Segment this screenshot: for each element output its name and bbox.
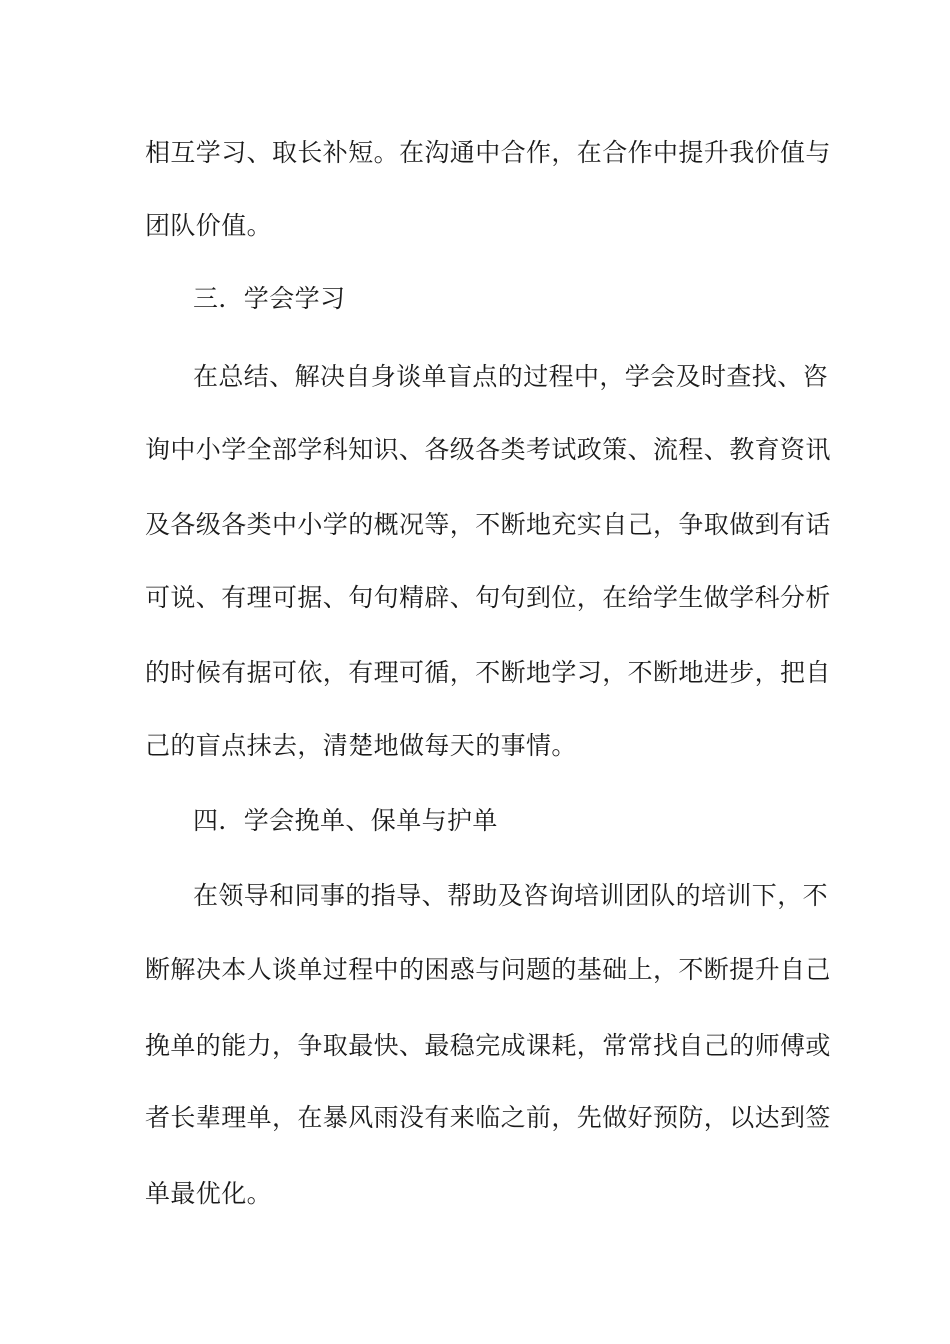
paragraph-line: 询中小学全部学科知识、各级各类考试政策、流程、教育资讯 [145,435,831,464]
paragraph-line: 己的盲点抹去，清楚地做每天的事情。 [145,731,577,760]
paragraph-line: 团队价值。 [145,211,273,240]
paragraph-line: 挽单的能力，争取最快、最稳完成课耗，常常找自己的师傅或 [145,1031,831,1060]
section-heading: 三．学会学习 [193,284,346,313]
paragraph-line: 者长辈理单，在暴风雨没有来临之前，先做好预防，以达到签 [145,1103,831,1132]
paragraph-line: 在领导和同事的指导、帮助及咨询培训团队的培训下，不 [193,881,829,910]
paragraph-line: 相互学习、取长补短。在沟通中合作，在合作中提升我价值与 [145,138,831,167]
paragraph-line: 断解决本人谈单过程中的困惑与问题的基础上，不断提升自己 [145,955,831,984]
paragraph-line: 可说、有理可据、句句精辟、句句到位，在给学生做学科分析 [145,583,831,612]
section-heading: 四．学会挽单、保单与护单 [193,806,498,835]
paragraph-line: 及各级各类中小学的概况等，不断地充实自己，争取做到有话 [145,510,831,539]
paragraph-line: 的时候有据可依，有理可循，不断地学习，不断地进步，把自 [145,658,831,687]
paragraph-line: 在总结、解决自身谈单盲点的过程中，学会及时查找、咨 [193,362,829,391]
paragraph-line: 单最优化。 [145,1179,273,1208]
